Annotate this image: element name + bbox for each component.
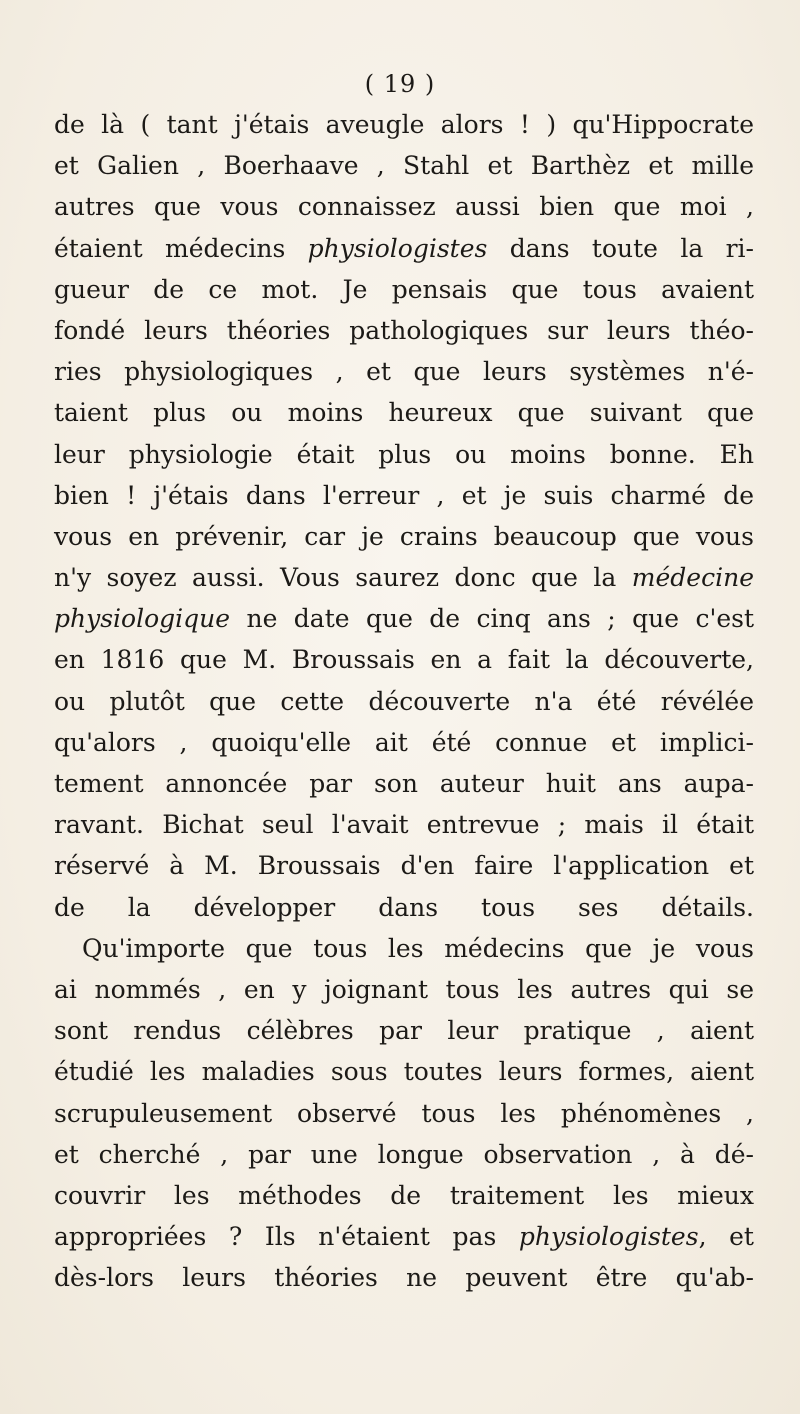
text-line: et Galien , Boerhaave , Stahl et Barthèz et mille	[54, 151, 754, 181]
text-line: de la développer dans tous ses détails.	[54, 892, 754, 922]
text-line: physiologique ne date que de cinq ans ; que c'est	[54, 604, 754, 634]
text-line: bien ! j'étais dans l'erreur , et je suis charmé de	[54, 480, 754, 510]
paragraph	[54, 104, 754, 928]
paragraph	[54, 928, 754, 1299]
text-line: autres que vous connaissez aussi bien que moi ,	[54, 192, 754, 222]
text-line: appropriées ? Ils n'étaient pas physiologistes, et	[54, 1222, 754, 1252]
text-line: étaient médecins physiologistes dans toute la ri-	[54, 233, 754, 263]
text-line: de là ( tant j'étais aveugle alors ! ) qu'Hippocrate	[54, 110, 754, 139]
text-line: étudié les maladies sous toutes leurs formes, aient	[54, 1057, 754, 1087]
text-line: dès-lors leurs théories ne peuvent être qu'ab-	[54, 1263, 754, 1293]
text-line: ries physiologiques , et que leurs systèmes n'é-	[54, 357, 754, 387]
text-line: ou plutôt que cette découverte n'a été révélée	[54, 686, 754, 716]
italic-term: physiologique	[54, 604, 231, 634]
text-line: Qu'importe que tous les médecins que je vous	[82, 933, 754, 963]
text-line: en 1816 que M. Broussais en a fait la découverte,	[54, 645, 754, 675]
body-text	[54, 104, 754, 1298]
text-line: vous en prévenir, car je crains beaucoup que vous	[54, 521, 754, 551]
text-line: qu'alors , quoiqu'elle ait été connue et implici-	[54, 727, 754, 757]
text-line: taient plus ou moins heureux que suivant que	[54, 398, 754, 428]
text-line: tement annoncée par son auteur huit ans aupa-	[54, 769, 754, 798]
text-line: couvrir les méthodes de traitement les mieux	[54, 1180, 754, 1210]
text-line: n'y soyez aussi. Vous saurez donc que la médecine	[54, 563, 754, 593]
text-line: scrupuleusement observé tous les phénomènes ,	[54, 1098, 754, 1128]
text-line: leur physiologie était plus ou moins bonne. Eh	[54, 439, 754, 469]
italic-term: médecine	[631, 563, 754, 593]
italic-term: physiologistes	[518, 1222, 699, 1252]
text-line: ai nommés , en y joignant tous les autres qui se	[54, 974, 754, 1004]
text-line: et cherché , par une longue observation , à dé-	[54, 1139, 754, 1169]
text-line: sont rendus célèbres par leur pratique , aient	[54, 1016, 754, 1046]
italic-term: physiologistes	[307, 233, 488, 263]
page-number: ( 19 )	[364, 70, 436, 98]
text-line: fondé leurs théories pathologiques sur leurs théo-	[54, 315, 754, 345]
text-line: ravant. Bichat seul l'avait entrevue ; mais il était	[54, 810, 754, 840]
text-line: réservé à M. Broussais d'en faire l'application et	[54, 851, 754, 881]
text-line: gueur de ce mot. Je pensais que tous avaient	[54, 274, 754, 304]
